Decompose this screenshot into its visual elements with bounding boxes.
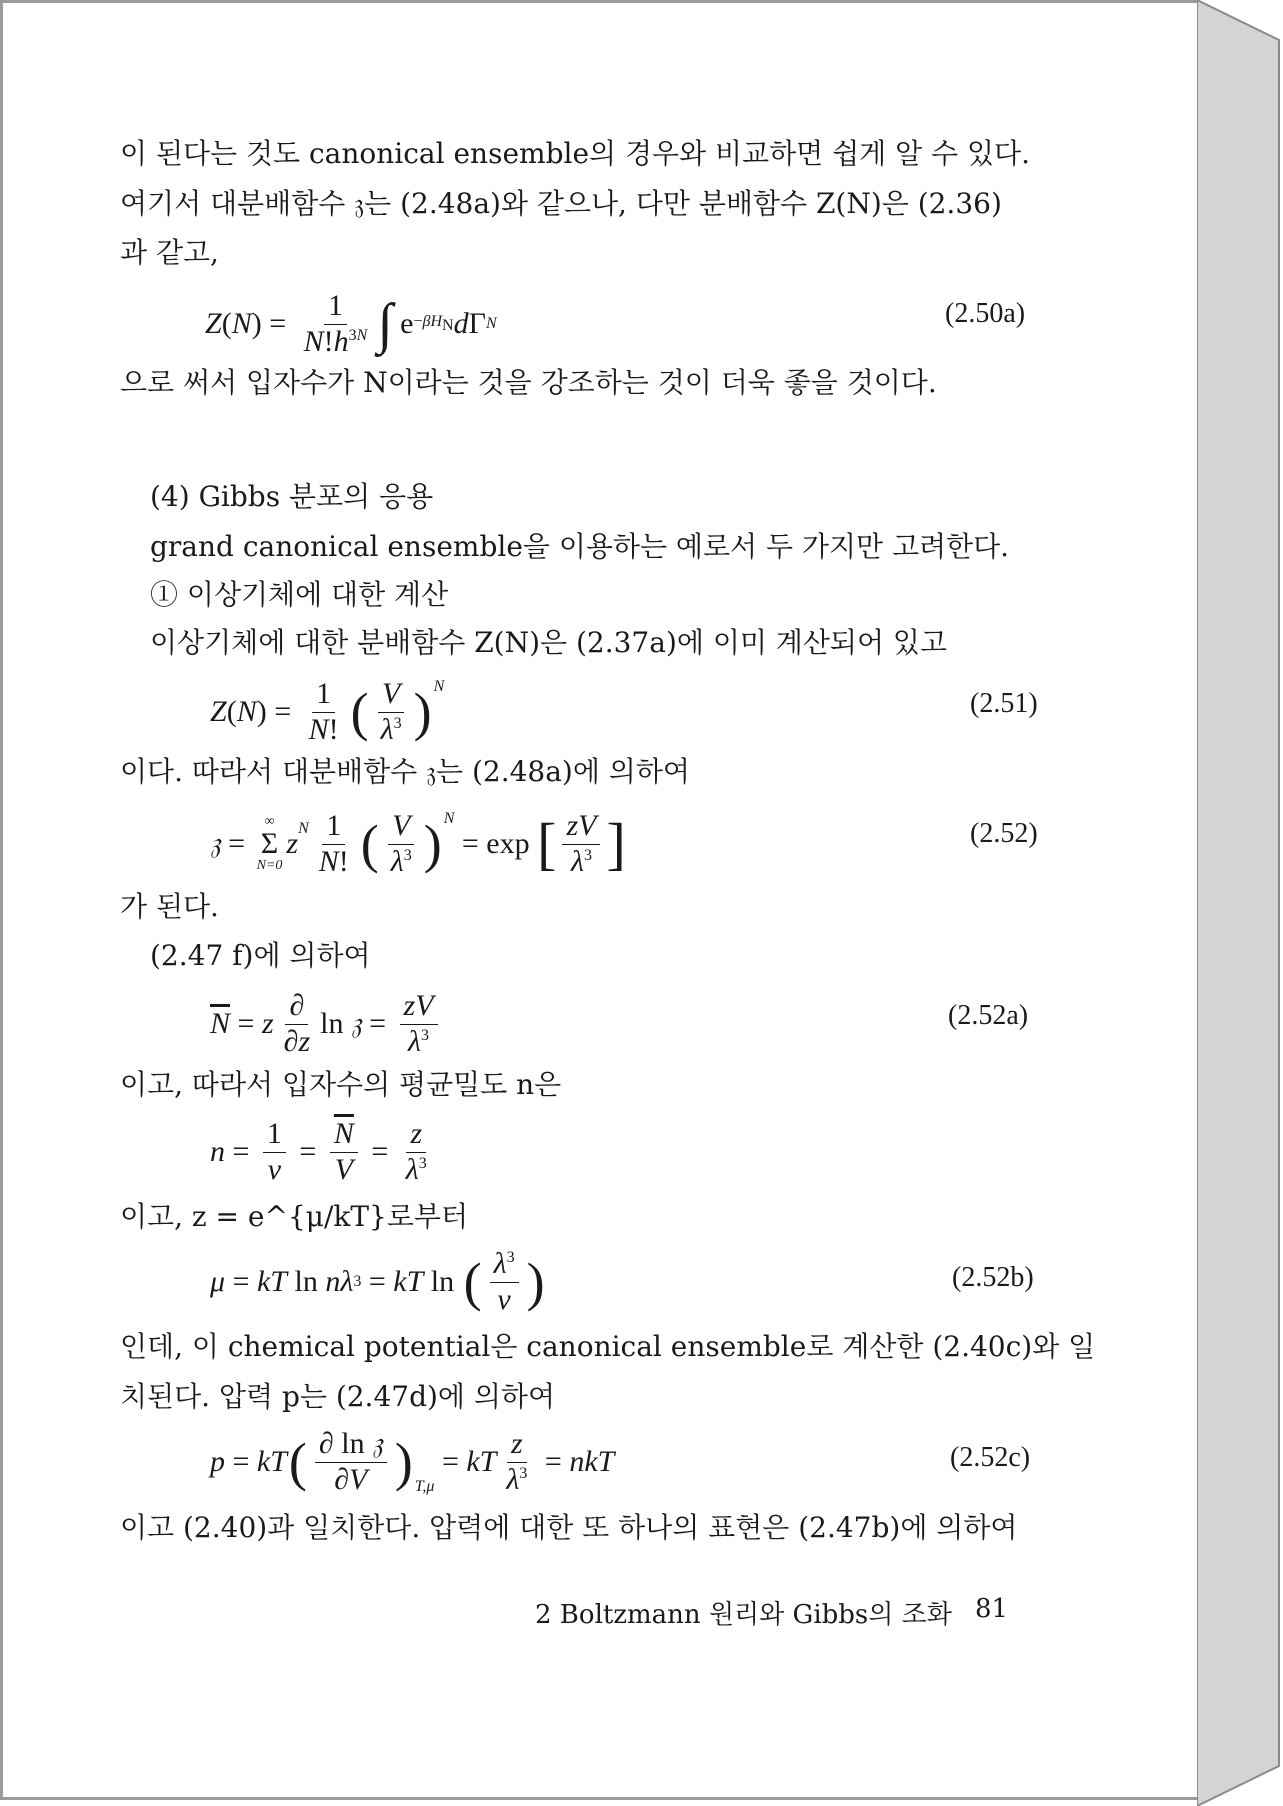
equation-2-52: 𝔷 = ∞ Σ N=0 z $^N$ $\frac{1}{N!}$ ( $\frac{V}{\lambda^3}$ ) $^N$ = exp [ $\frac{zV}{\lambda^3}$ ] — [210, 809, 626, 878]
paragraph-line-13: 인데, 이 chemical potential은 canonical ensemble로 계산한 (2.40c)와 일 — [120, 1330, 1096, 1363]
equation-number-2-52c: (2.52c) — [950, 1442, 1031, 1473]
equation-2-52b: μ = kT ln nλ 3 = kT ln ( $\frac{\lambda^3}{v}$ ) — [210, 1247, 545, 1316]
section-heading: (4) Gibbs 분포의 응용 — [150, 480, 434, 513]
paragraph-line-11: 이고, 따라서 입자수의 평균밀도 n은 — [120, 1068, 562, 1101]
equation-number-2-52: (2.52) — [970, 818, 1038, 849]
paragraph-line-10: (2.47 f)에 의하여 — [150, 939, 371, 972]
equation-2-52c: p = kT ( $\frac{\text{∂ ln 𝔷}}{\partial V}$ ) $_{T,\mu}$ = kT $\frac{z}{\lambda^3}$ = nkT — [210, 1427, 615, 1496]
equation-number-2-50a: (2.50a) — [945, 298, 1026, 329]
page-stack-edge — [1197, 0, 1283, 1806]
paragraph-line-4: 으로 써서 입자수가 N이라는 것을 강조하는 것이 더욱 좋을 것이다. — [120, 366, 937, 399]
equation-2-52a: $\overline{N}$ = z $\frac{\partial}{\partial z}$ ln 𝔷 = $\frac{zV}{\lambda^3}$ — [210, 984, 444, 1064]
paragraph-line-7: 이상기체에 대한 분배함수 Z(N)은 (2.37a)에 이미 계산되어 있고 — [150, 626, 948, 659]
paragraph-line-15: 이고 (2.40)과 일치한다. 압력에 대한 또 하나의 표현은 (2.47b)에 의하여 — [120, 1511, 1018, 1544]
paragraph-line-14: 치된다. 압력 p는 (2.47d)에 의하여 — [120, 1380, 556, 1413]
paragraph-line-8: 이다. 따라서 대분배함수 𝔷는 (2.48a)에 의하여 — [120, 755, 690, 788]
paragraph-line-9: 가 된다. — [120, 890, 219, 923]
paragraph-line-1: 이 된다는 것도 canonical ensemble의 경우와 비교하면 쉽게 알 수 있다. — [120, 137, 1030, 170]
paragraph-line-6: ① 이상기체에 대한 계산 — [150, 578, 449, 611]
paragraph-line-12: 이고, z = e^{μ/kT}로부터 — [120, 1200, 468, 1233]
paragraph-line-5: grand canonical ensemble을 이용하는 예로서 두 가지만 고려한다. — [150, 530, 1010, 563]
equation-2-50a: Z ( N ) = $\frac{1}{N!h^{3N}}$ ∫ e $-\beta H_N$ d Γ N — [205, 289, 497, 358]
paragraph-line-2: 여기서 대분배함수 𝔷는 (2.48a)와 같으나, 다만 분배함수 Z(N)은 (2.36) — [120, 187, 1002, 220]
equation-2-51: Z ( N ) = $\frac{1}{N!}$ ( $\frac{V}{\lambda^3}$ ) $^N$ — [210, 677, 445, 746]
equation-number-2-51: (2.51) — [970, 688, 1038, 719]
equation-number-2-52a: (2.52a) — [948, 1000, 1029, 1031]
running-title: 2 Boltzmann 원리와 Gibbs의 조화 — [535, 1600, 952, 1630]
equation-density: n = $\frac{1}{v}$ = $\frac{\overline{N}}{V}$ = $\frac{z}{\lambda^3}$ — [210, 1117, 427, 1186]
paragraph-line-3: 과 같고, — [120, 236, 219, 269]
equation-number-2-52b: (2.52b) — [952, 1262, 1034, 1293]
page-number: 81 — [975, 1594, 1009, 1624]
